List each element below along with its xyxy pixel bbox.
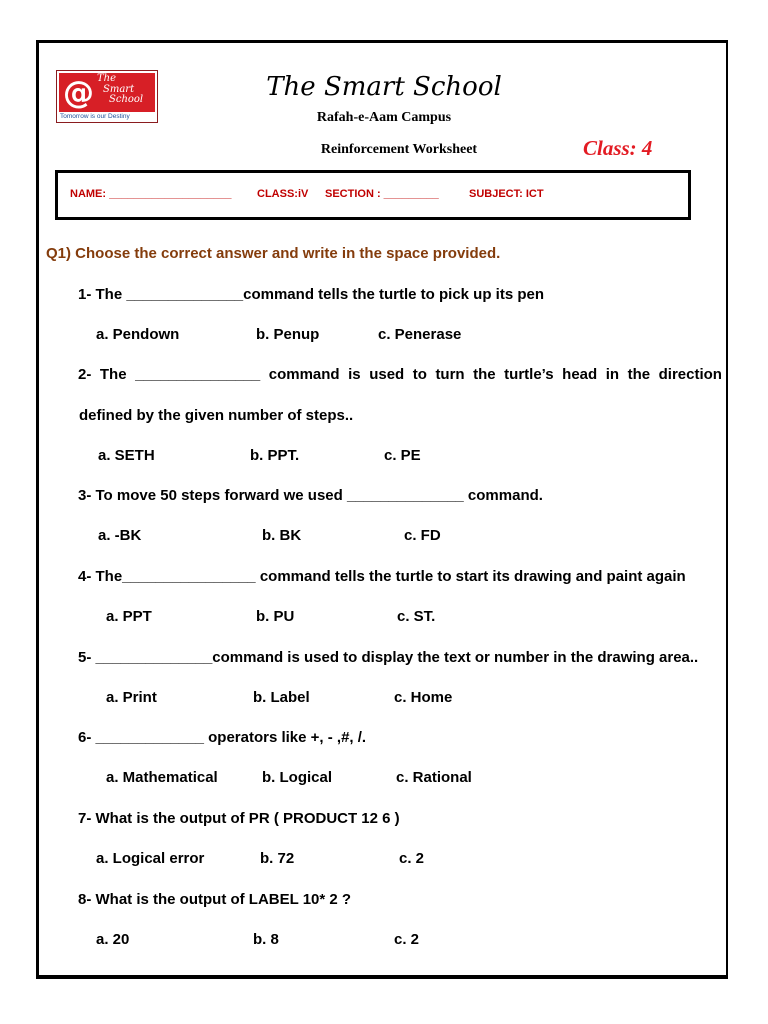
logo-line-1: The: [97, 73, 117, 84]
question-2-option-c[interactable]: c. PE: [384, 447, 421, 464]
question-2-blank: _______________: [135, 366, 261, 383]
logo-line-2: Smart: [103, 83, 135, 95]
question-2-option-b[interactable]: b. PPT.: [250, 447, 300, 464]
logo-tagline: Tomorrow is our Destiny: [60, 113, 130, 120]
question-1-option-b[interactable]: b. Penup: [256, 326, 320, 343]
question-4-option-c[interactable]: c. ST.: [397, 608, 436, 625]
logo-line-3: School: [109, 94, 144, 105]
question-6-option-b[interactable]: b. Logical: [262, 769, 333, 786]
question-3-text: 3- To move 50 steps forward we used ______________ command.: [78, 487, 543, 504]
class-field: CLASS:iV: [257, 188, 309, 200]
question-2-word: the: [473, 366, 496, 383]
question-6-option-a[interactable]: a. Mathematical: [106, 769, 218, 786]
question-2-word: turtle’s: [504, 366, 554, 383]
question-2-word: command: [268, 366, 340, 383]
question-2-option-a[interactable]: a. SETH: [98, 447, 155, 464]
question-2-text: [78, 364, 722, 386]
question-8-option-a[interactable]: a. 20: [96, 931, 130, 948]
worksheet-title: Reinforcement Worksheet: [320, 142, 478, 157]
name-field[interactable]: NAME: ____________________: [70, 188, 232, 200]
question-2-word: The: [99, 366, 127, 383]
question-7-option-c[interactable]: c. 2: [399, 850, 425, 867]
campus-name: Rafah-e-Aam Campus: [316, 110, 452, 125]
subject-field: SUBJECT: ICT: [469, 188, 544, 200]
question-5-option-b[interactable]: b. Label: [253, 689, 310, 706]
question-heading: Q1) Choose the correct answer and write in the space provided.: [46, 245, 501, 262]
school-title: The Smart School: [266, 72, 502, 102]
question-6-option-c[interactable]: c. Rational: [396, 769, 472, 786]
question-2-word: turn: [435, 366, 465, 383]
question-1-option-a[interactable]: a. Pendown: [96, 326, 180, 343]
question-2-word: is: [348, 366, 361, 383]
question-5-option-a[interactable]: a. Print: [106, 689, 157, 706]
student-info-box: [55, 170, 691, 220]
question-5-text: 5- ______________command is used to display the text or number in the drawing area..: [78, 649, 699, 666]
question-7-option-b[interactable]: b. 72: [260, 850, 295, 867]
question-2-word: the: [627, 366, 651, 383]
question-8-text: 8- What is the output of LABEL 10* 2 ?: [78, 891, 352, 908]
question-6-text: 6- _____________ operators like +, - ,#, /.: [78, 729, 367, 746]
question-5-option-c[interactable]: c. Home: [394, 689, 453, 706]
question-2-word: to: [412, 366, 427, 383]
question-3-option-b[interactable]: b. BK: [262, 527, 302, 544]
question-2-word: head: [562, 366, 598, 383]
class-label: Class: 4: [583, 136, 653, 160]
question-2-word: 2-: [78, 366, 92, 383]
at-symbol-icon: @: [63, 75, 94, 111]
question-3-option-a[interactable]: a. -BK: [98, 527, 142, 544]
section-field[interactable]: SECTION : _________: [325, 188, 439, 200]
question-7-option-a[interactable]: a. Logical error: [96, 850, 205, 867]
question-3-option-c[interactable]: c. FD: [404, 527, 441, 544]
question-4-option-a[interactable]: a. PPT: [106, 608, 152, 625]
question-2-word: direction: [658, 366, 722, 383]
question-1-text: 1- The ______________command tells the turtle to pick up its pen: [78, 286, 545, 303]
question-2-text-continued: defined by the given number of steps..: [79, 407, 354, 424]
question-4-text: 4- The________________ command tells the turtle to start its drawing and paint again: [78, 568, 686, 585]
question-2-word: used: [369, 366, 405, 383]
question-1-option-c[interactable]: c. Penerase: [378, 326, 462, 343]
question-4-option-b[interactable]: b. PU: [256, 608, 295, 625]
question-7-text: 7- What is the output of PR ( PRODUCT 12 6 ): [78, 810, 400, 827]
question-8-option-c[interactable]: c. 2: [394, 931, 420, 948]
question-8-option-b[interactable]: b. 8: [253, 931, 279, 948]
question-2-word: in: [605, 366, 620, 383]
